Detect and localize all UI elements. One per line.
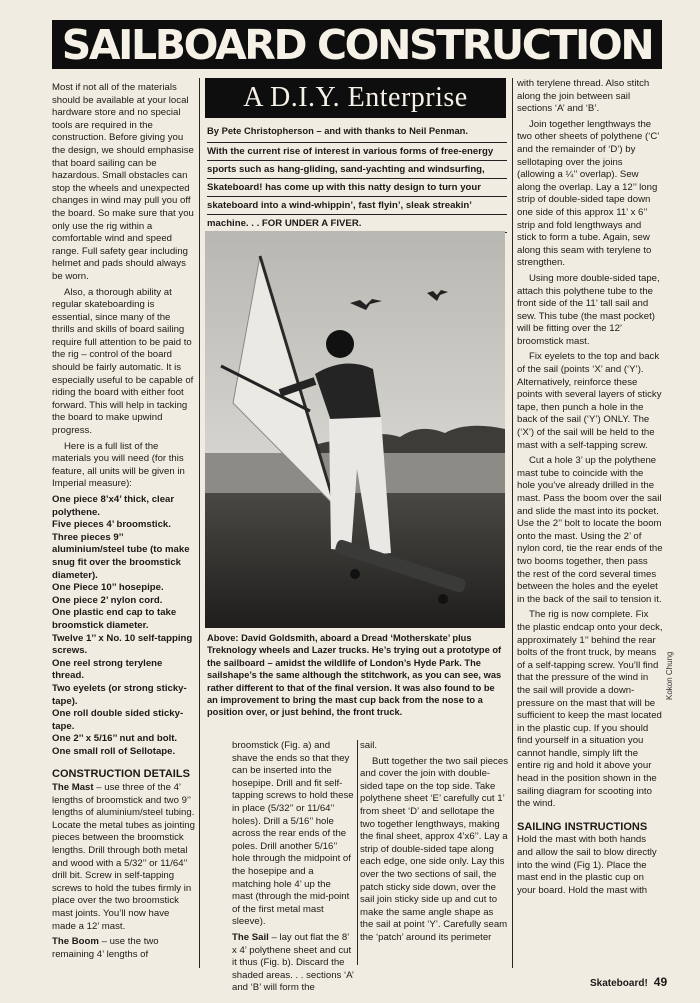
column-rule (512, 78, 513, 968)
paragraph: Hold the mast with both hands and allow the sail to blow directly into the wind (Fig 1). Place the mast end in the plastic cup on your board. Hold the mast with (517, 834, 657, 896)
column-4 (517, 78, 663, 968)
materials-item: Twelve 1’’ x No. 10 self-tapping screws. (52, 632, 193, 657)
paragraph: Butt together the two sail pieces and cover the join with double-sided tape on the top side. Take polythene sheet ‘E’ carefully cut 1’ from sheet ‘D’ and sellotape the two together lengthways, making the final sheet, approx 4’x6’’. Lay a strip of double-sided tape along each edge, one side only. Lay this over the two sections of sail, the patch sticky side down, over the sail join sticky side up and cut to make the same angle shape as the sail at point ‘Y’. Carefully seam the ‘patch’ around its perimeter (360, 755, 508, 943)
paragraph: Using more double-sided tape, attach this polythene tube to the front side of the 11’ tall sail and sew. This tube (the mast pocket) will be fitting over the 12’ broomstick mast. (517, 272, 660, 347)
intro-line: skateboard into a wind-whippin’, fast flyin’, sleak streakin’ (207, 197, 507, 215)
paragraph: with terylene thread. Also stitch along the join between sail sections ‘A’ and ‘B’. (517, 78, 650, 115)
intro-standfirst (207, 142, 507, 233)
page-number: 49 (653, 975, 668, 989)
paragraph: Most if not all of the materials should be available at your local hardware store and no special tools are required in the construction. Before giving you the design, we should emphasise that board sailing can be hazardous. Small obstacles can stop the wheels and unexpected changes in wind may pull you off the board. So make sure that you only use the rig within a comfortable wind and speed range. Full safety gear including helmet and pads should always be worn. (52, 82, 194, 282)
paragraph: Fix eyelets to the top and back of the sail (points ‘X’ and (‘Y’). Alternatively, reinforce these points with several layers of sticky tape, then punch a hole in the back of the sail (‘Y’) ONLY. The (‘X’) of the sail will be held to the mast with a self-tapping screw. (517, 351, 662, 451)
materials-item: Three pieces 9’’ aluminium/steel tube (to make snug fit over the broomstick diameter). (52, 531, 190, 581)
column-rule (357, 740, 358, 965)
column-3 (360, 740, 508, 965)
page-footer (590, 975, 667, 989)
column-1 (52, 82, 195, 962)
column-2 (232, 740, 354, 994)
paragraph: The rig is now complete. Fix the plastic endcap onto your deck, approximately 1’’ behind the rear bolts of the front truck, by means of a self-tapping screw. You’ll find that the pressure of the wind in the sail will provide a down-pressure on the mast that will be sufficient to keep the mast located in the plastic cup. If you should find yourself in a situation you cannot handle, simply lift the entire rig and hold it above your head in the position shown in the sailing diagram for scooting into the wind. (517, 609, 663, 810)
article-title: SAILBOARD CONSTRUCTION (52, 20, 662, 69)
paragraph: Also, a thorough ability at regular skateboarding is essential, since many of the thrills and skills of board sailing require full attention to be paid to the rig – control of the board should be fairly automatic. It is especially useful to be capable of riding the board with either foot forward. This will help in tacking the board to make upwind progress. (52, 286, 194, 437)
paragraph-text: – lay out flat the 8’ x 4’ polythene sheet and cut it thus (Fig. b). Discard the shaded areas. . . sections ‘A’ and ‘B’ will form the (232, 931, 354, 994)
lead-in: The Mast (52, 782, 94, 794)
magazine-name: Skateboard! (590, 978, 648, 989)
photo-credit: Kokon Chung (665, 651, 674, 700)
paragraph: Cut a hole 3’ up the polythene mast tube to coincide with the hole you’ve already drilled in the mast. Pass the boom over the sail and slide the mast into its pocket. Use the 2’’ bolt to locate the boom onto the mast. Using the 2’ of nylon cord, tie the rear ends of the two booms together, then pass the rest of the cord several times between the holes and the eyelet in the back of the sail to tension it. (517, 455, 663, 605)
column-rule (199, 78, 200, 968)
sailboarder-photo (205, 231, 505, 628)
paragraph (232, 932, 354, 995)
article-subtitle: A D.I.Y. Enterprise (205, 78, 506, 118)
materials-item: One small roll of Sellotape. (52, 745, 176, 757)
paragraph: broomstick (Fig. a) and shave the ends so that they can be inserted into the hosepipe. Drill and fit self-tapping screws to hold these in place (5/32’’ or 11/64’’ holes). Drill a 5/16’’ hole across the rear ends of the poles. Drill another 5/16’’ hole through the midpoint of the hosepipe and a matching hole 4’ up the mast (through the mid-point of the first metal mast sleeve). (232, 740, 354, 928)
materials-item: One plastic end cap to take broomstick diameter. (52, 607, 177, 631)
paragraph (52, 936, 195, 961)
lead-in: The Boom (52, 936, 99, 948)
intro-line: sports such as hang-gliding, sand-yachting and windsurfing, (207, 161, 507, 179)
materials-list (52, 494, 195, 758)
materials-item: One Piece 10’’ hosepipe. (52, 582, 164, 594)
materials-item: One 2’’ x 5/16’’ nut and bolt. (52, 733, 178, 745)
section-heading: CONSTRUCTION DETAILS (52, 768, 190, 781)
paragraph-text: – use the two remaining 4’ lengths of (52, 936, 159, 960)
paragraph: Join together lengthways the two other sheets of polythene (‘C’ and the remainder of ‘D’) by sellotaping over the joins (allowing a ¼’’ overlap). Sew along the overlap. Lay a 12’’ long strip of double-sided tape down one side of this approx 11’ x 6’’ strip and fold lengthways and stick to form a tube. Again, sew along this seam with terylene to strengthen. (517, 118, 660, 269)
materials-item: One piece 2’ nylon cord. (52, 594, 163, 606)
intro-line: machine. . . FOR UNDER A FIVER. (207, 215, 507, 233)
paragraph: sail. (360, 740, 378, 751)
materials-item: One roll double sided sticky-tape. (52, 708, 184, 732)
materials-item: One piece 8’x4’ thick, clear polythene. (52, 494, 175, 518)
photo-caption: Above: David Goldsmith, aboard a Dread ‘Motherskate’ plus Treknology wheels and Lazer trucks. He’s trying out a prototype of the sailboard – amidst the wildlife of London’s Hyde Park. The sailshape’s the same although the stitchwork, as you can see, was rather different to that of the final version. It was also found to be an improvement to bring the mast cup back from the nose to a position over, or just behind, the front truck. (207, 633, 502, 718)
section-heading: SAILING INSTRUCTIONS (517, 820, 648, 833)
materials-item: One reel strong terylene thread. (52, 657, 163, 682)
materials-item: Two eyelets (or strong sticky-tape). (52, 682, 187, 707)
byline: By Pete Christopherson – and with thanks to Neil Penman. (207, 125, 468, 136)
paragraph (52, 782, 195, 933)
materials-item: Five pieces 4’ broomstick. (52, 519, 171, 531)
paragraph-text: – use three of the 4’ lengths of broomstick and two 9’’ lengths of aluminium/steel tubing. Locate the metal tubes as jointing pieces between the broomstick lengths. Drill through both metal and wood with a 5/32’’ or 11/64’’ drill bit. Screw in self-tapping screws to hold the tubes firmly in place over the two broomstick mast joints. You’ll now have made a 12’ mast. (52, 782, 195, 932)
intro-line: With the current rise of interest in various forms of free-energy (207, 143, 507, 161)
lead-in: The Sail (232, 931, 269, 943)
paragraph: Here is a full list of the materials you will need (for this feature, all units will be given in Imperial measure): (52, 440, 185, 490)
intro-line: Skateboard! has come up with this natty design to turn your (207, 179, 507, 197)
